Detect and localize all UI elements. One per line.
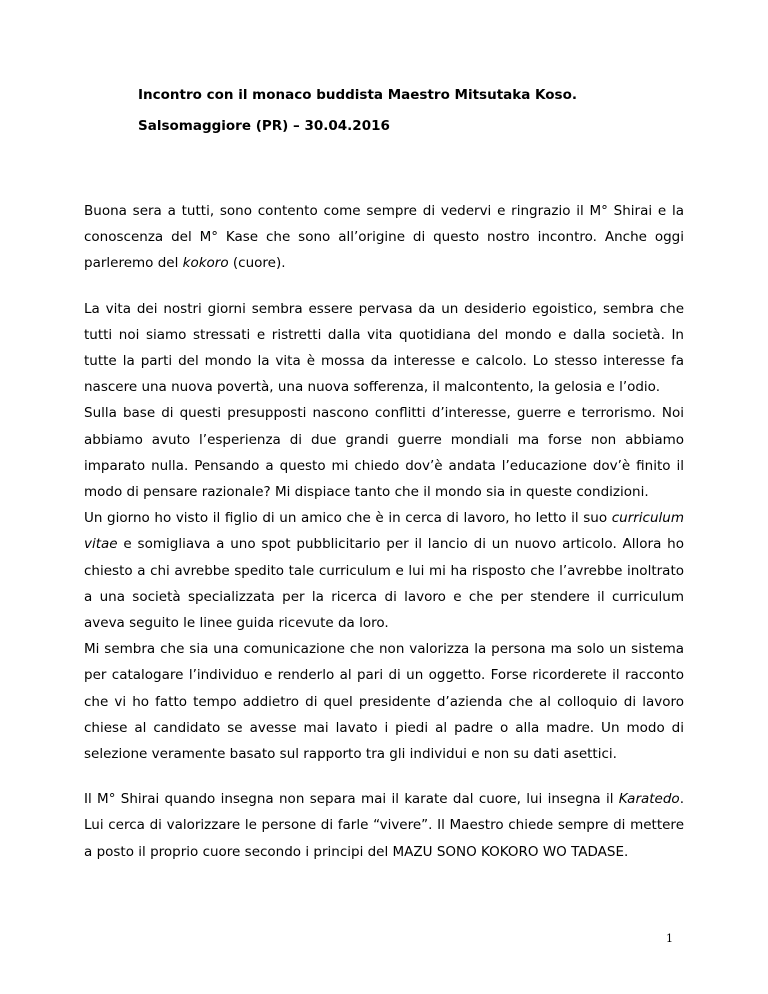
paragraph-text: Un giorno ho visto il figlio di un amico che è in cerca di lavoro, ho letto il suo: [84, 510, 612, 527]
paragraph-curriculum: [84, 505, 684, 636]
paragraph-communication: Mi sembra che sia una comunicazione che non valorizza la persona ma solo un sistema per catalogare l’individuo e renderlo al pari di un oggetto. Forse ricorderete il racconto che vi ho fatto tempo addietro di quel presidente d’azienda che al colloquio di lavoro chiese al candidato se avesse mai lavato i piedi al padre o alla madre. Un modo di selezione veramente basato sul rapporto tra gli individui e non su dati asettici.: [84, 641, 684, 763]
paragraph-text: Buona sera a tutti, sono contento come sempre di vedervi e ringrazio il M° Shirai e la conoscenza del M° Kase che sono all’origine di questo nostro incontro. Anche oggi parleremo del: [84, 203, 684, 272]
paragraph-text: (cuore).: [228, 255, 286, 272]
paragraph-text: . Lui cerca di valorizzare le persone di farle “vivere”. Il Maestro chiede sempre di mettere a posto il proprio cuore secondo i principi del MAZU SONO KOKORO WO TADASE.: [84, 791, 684, 860]
paragraph-spacer: [84, 767, 684, 786]
document-title: Incontro con il monaco buddista Maestro Mitsutaka Koso.: [138, 87, 577, 103]
paragraph-modern-life: La vita dei nostri giorni sembra essere pervasa da un desiderio egoistico, sembra che tutti noi siamo stressati e ristretti dalla vita quotidiana del mondo e dalla società. In tutte la parti del mondo la vita è mossa da interesse e calcolo. Lo stesso interesse fa nascere una nuova povertà, una nuova sofferenza, il malcontento, la gelosia e l’odio.: [84, 300, 684, 396]
kokoro-term: kokoro: [182, 255, 229, 272]
document-header: [138, 80, 698, 142]
curriculum-vitae-term: curriculum vitae: [84, 510, 684, 553]
paragraph-text: e somigliava a uno spot pubblicitario per il lancio di un nuovo articolo. Allora ho chiesto a chi avrebbe spedito tale curriculum e lui mi ha risposto che l’avrebbe inoltrato a una società specializzata per la ricerca di lavoro e che per stendere il curriculum aveva seguito le linee guida ricevute da loro.: [84, 536, 684, 632]
paragraph-spacer: [84, 277, 684, 296]
paragraph-shirai: [84, 786, 684, 865]
document-body: [84, 198, 684, 865]
karatedo-term: Karatedo: [618, 791, 680, 808]
paragraph-conflicts: Sulla base di questi presupposti nascono conflitti d’interesse, guerre e terrorismo. Noi abbiamo avuto l’esperienza di due grandi guerre mondiali ma forse non abbiamo imparato nulla. Pensando a questo mi chiedo dov’è andata l’educazione dov’è finito il modo di pensare razionale? Mi dispiace tanto che il mondo sia in queste condizioni.: [84, 405, 684, 501]
paragraph-text: Il M° Shirai quando insegna non separa mai il karate dal cuore, lui insegna il: [84, 791, 619, 808]
page-number: 1: [666, 932, 673, 945]
paragraph-greeting: [84, 198, 684, 277]
document-subtitle: Salsomaggiore (PR) – 30.04.2016: [138, 118, 390, 134]
